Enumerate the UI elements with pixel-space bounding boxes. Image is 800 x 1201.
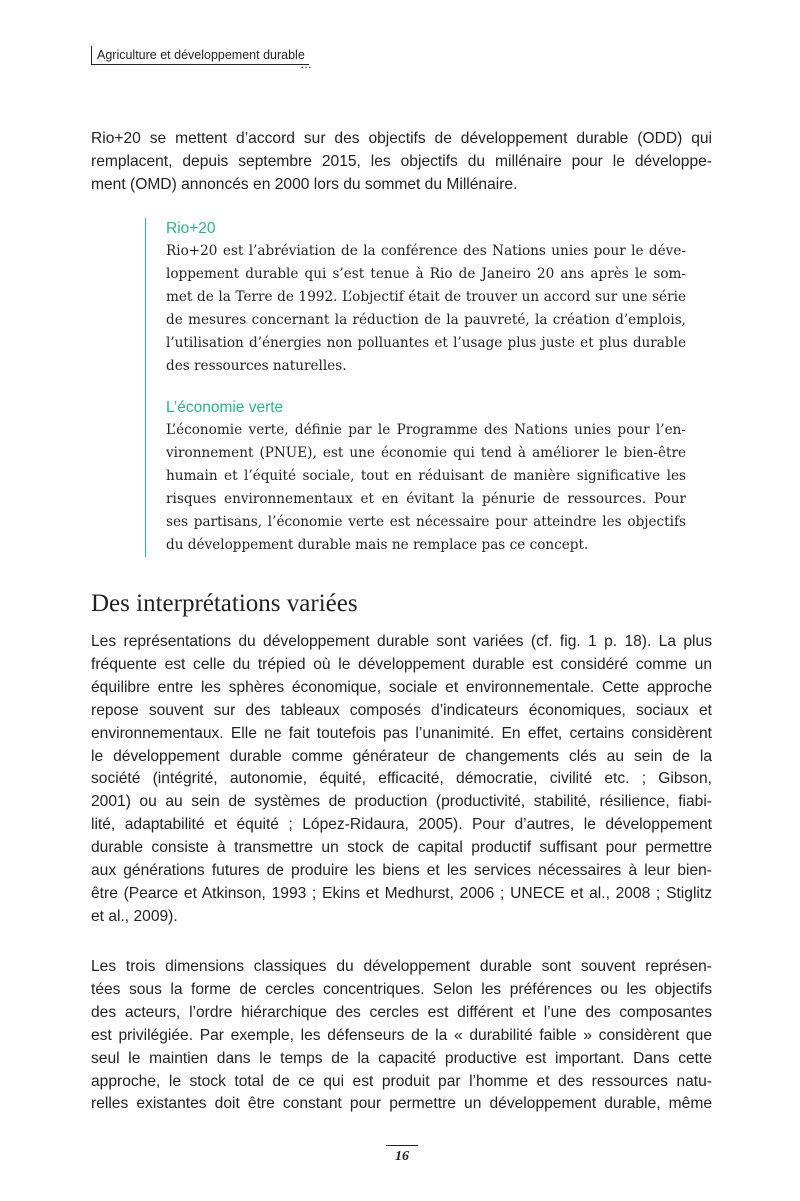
text-line: des ressources naturelles.	[166, 357, 347, 374]
text-line: approche, le stock total de ce qui est produit par l’homme et des ressources natu-	[91, 1072, 712, 1090]
box-heading-economie-verte: L’économie verte	[166, 399, 284, 417]
text-line: humain et l’équité sociale, tout en réduisant de manière significative les	[166, 468, 686, 485]
text-line: Rio+20 se mettent d’accord sur des objectifs de développement durable (ODD) qui	[91, 130, 712, 147]
paragraph-2	[91, 956, 712, 1116]
text-line: vironnement (PNUE), est une économie qui tend à améliorer le bien-être	[166, 445, 686, 462]
text-line: Les représentations du développement durable sont variées (cf. fig. 1 p. 18). La plus	[91, 633, 712, 650]
text-line: Les trois dimensions classiques du développement durable sont souvent représen-	[91, 958, 712, 975]
running-header: Agriculture et développement durable	[91, 46, 309, 65]
paragraph-1	[91, 631, 712, 929]
text-line: et al., 2009).	[91, 907, 178, 925]
text-line: tées sous la forme de cercles concentriques. Selon les préférences ou les objectifs	[91, 980, 712, 998]
text-line: des acteurs, l’ordre hiérarchique des cercles est différent et l’une des composantes	[91, 1003, 712, 1021]
text-line: équilibre entre les sphères économique, sociale et environnementale. Cette approche	[91, 678, 712, 696]
text-line: L’économie verte, définie par le Programme des Nations unies pour l’en-	[166, 422, 686, 439]
text-line: être (Pearce et Atkinson, 1993 ; Ekins et Medhurst, 2006 ; UNECE et al., 2008 ; Stiglitz	[91, 884, 712, 902]
text-line: durable consiste à transmettre un stock de capital productif suffisant pour permettre	[91, 839, 712, 857]
text-line: met de la Terre de 1992. L’objectif était de trouver un accord sur une série	[166, 288, 686, 305]
text-line: ment (OMD) annoncés en 2000 lors du sommet du Millénaire.	[91, 175, 518, 193]
section-heading: Des interprétations variées	[91, 590, 358, 617]
text-line: lité, adaptabilité et équité ; López-Ridaura, 2005). Pour d’autres, le développement	[91, 816, 712, 834]
text-line: Rio+20 est l’abréviation de la conférence des Nations unies pour le déve-	[166, 243, 686, 259]
text-line: environnementaux. Elle ne fait toutefois pas l’unanimité. En effet, certains considèrent	[91, 724, 712, 742]
text-line: relles existantes doit être constant pour permettre un développement durable, même	[91, 1095, 712, 1113]
text-line: repose souvent sur des tableaux composés d’indicateurs économiques, sociaux et	[91, 701, 712, 719]
box-heading-rio20: Rio+20	[166, 220, 216, 237]
text-line: loppement durable qui s’est tenue à Rio de Janeiro 20 ans après le som-	[166, 265, 686, 282]
intro-paragraph	[91, 128, 712, 197]
running-header-ellipsis: …	[300, 57, 312, 71]
text-line: 2001) ou au sein de systèmes de production (productivité, stabilité, résilience, fiabi-	[91, 793, 712, 811]
page-number: 16	[386, 1145, 418, 1165]
text-line: fréquente est celle du trépied où le développement durable est considéré comme un	[91, 655, 712, 673]
text-line: seul le maintien dans le temps de la capacité productive est important. Dans cette	[91, 1049, 712, 1067]
text-line: société (intégrité, autonomie, équité, efficacité, démocratie, civilité etc. ; Gibson,	[91, 770, 712, 788]
text-line: aux générations futures de produire les biens et les services nécessaires à leur bien-	[91, 862, 712, 880]
text-line: ses partisans, l’économie verte est nécessaire pour atteindre les objectifs	[166, 514, 686, 531]
text-line: risques environnementaux et en évitant la pénurie de ressources. Pour	[166, 491, 686, 508]
text-line: le développement durable comme générateur de changements clés au sein de la	[91, 747, 712, 765]
sidebar-box	[145, 218, 686, 557]
text-line: de mesures concernant la réduction de la pauvreté, la création d’emplois,	[166, 311, 686, 328]
text-line: remplacent, depuis septembre 2015, les objectifs du millénaire pour le développe-	[91, 152, 712, 170]
text-line: l’utilisation d’énergies non polluantes et l’usage plus juste et plus durable	[166, 334, 686, 351]
text-line: du développement durable mais ne remplace pas ce concept.	[166, 536, 589, 553]
text-line: est privilégiée. Par exemple, les défenseurs de la « durabilité faible » considèrent que	[91, 1026, 712, 1044]
